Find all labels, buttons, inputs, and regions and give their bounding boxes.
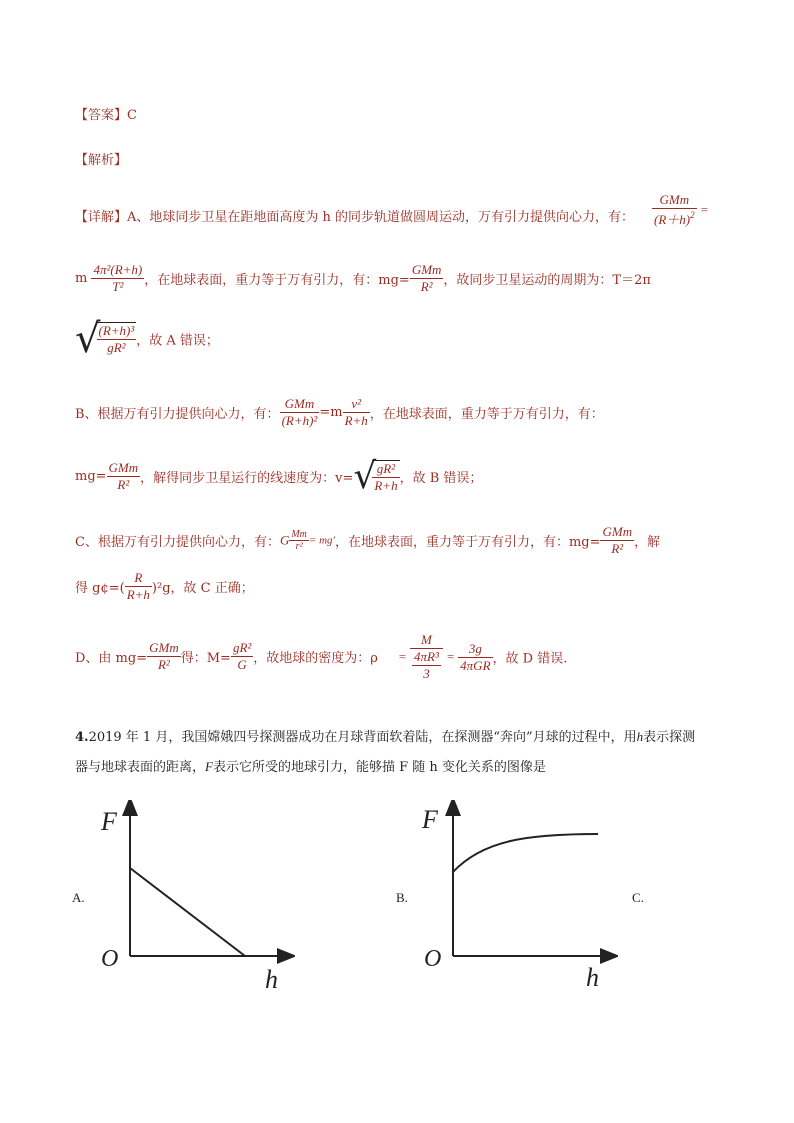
origin-label: O [424,946,442,972]
frac-num: 4π²(R+h) [93,262,143,277]
origin-label: O [101,946,119,972]
question-line1: 4.2019 年 1 月，我国嫦娥四号探测器成功在月球背面软着陆，在探测器“奔向”月球的过程中，用h表示探测 [75,729,696,745]
mass-m: m [75,271,88,286]
axis-label-F: F [101,807,117,836]
axis-label-h: h [586,963,599,992]
detail-a-line1 [75,206,634,225]
detail-d-density: = $\frac{M}{\frac{\text{4πR³}}{3}}$ = $\frac{3g}{\text{4πGR}}$ ，故 D 错误. [398,632,568,681]
axis-label-h: h [265,965,278,994]
detail-label: 【详解】 [75,210,128,225]
detail-a-line3: √ $\frac{\text{(R+h)³}}{\text{gR²}}$ ，故 A 错误； [75,316,219,362]
sqrt-icon: √ [353,456,377,497]
detail-b-line1: B、根据万有引力提供向心力，有： $\frac{\text{GMm}}{\text{(R+h)²}}$ =m $\frac{\text{v²}}{R+h}$ ，在地球表面，重力等于万有引力，有： [75,396,604,428]
equals-sign: = [699,202,709,217]
detail-d-line: D、由 mg= $\frac{\text{GMm}}{\text{R²}}$ 得：M= $\frac{\text{gR²}}{G}$ ，故地球的密度为：ρ [75,640,378,672]
detail-c-line1: C、根据万有引力提供向心力，有：G $\frac{Mm}{\text{r²}}$ = mg′，在地球表面，重力等于万有引力，有：mg= $\frac{\text{GMm}}{\text{R²}}$ ，解 [75,524,661,556]
option-b-label[interactable]: B. [396,890,408,905]
detail-a-text: A、地球同步卫星在距地面高度为 h 的同步轨道做圆周运动，万有引力提供向心力，有： [127,210,635,225]
increasing-curve [453,834,598,872]
detail-a-line2: m $\frac{\text{4π²(R+h)}}{\text{T²}}$ ，在地球表面，重力等于万有引力，有：mg= $\frac{\text{GMm}}{\text{R²}}$ ，故同步卫星运动的周期为：T＝2π [75,262,651,294]
detail-c-line2: 得 g¢=( $\frac{R}{R+h}$ )²g，故 C 正确； [75,570,254,602]
frac-den: $(R+h)^2$ [654,210,695,227]
detail-b-line2: mg= $\frac{\text{GMm}}{\text{R²}}$ ，解得同步卫星运行的线速度为：v=√ $\frac{\text{gR²}}{R+h}$ ，故 B 错误； [75,456,483,497]
frac-num: GMm [659,192,690,207]
answer-label: 【答案】 [75,108,128,123]
question-line2: 器与地球表面的距离，F表示它所受的地球引力，能够描 F 随 h 变化关系的图像是 [75,759,546,775]
option-b-graph [418,800,618,1000]
sqrt-icon: √ [75,316,101,362]
analysis-label: 【解析】 [75,153,128,168]
answer-value: C [127,108,137,123]
option-c-label[interactable]: C. [632,890,644,905]
option-a-graph [95,800,295,1000]
answer-line [75,104,137,123]
question-number: 4. [75,730,89,745]
axis-label-F: F [422,805,438,834]
option-a-label[interactable]: A. [72,890,85,905]
decreasing-line [130,868,245,956]
detail-a-formula1 [652,192,709,228]
frac-den: T² [91,278,144,295]
